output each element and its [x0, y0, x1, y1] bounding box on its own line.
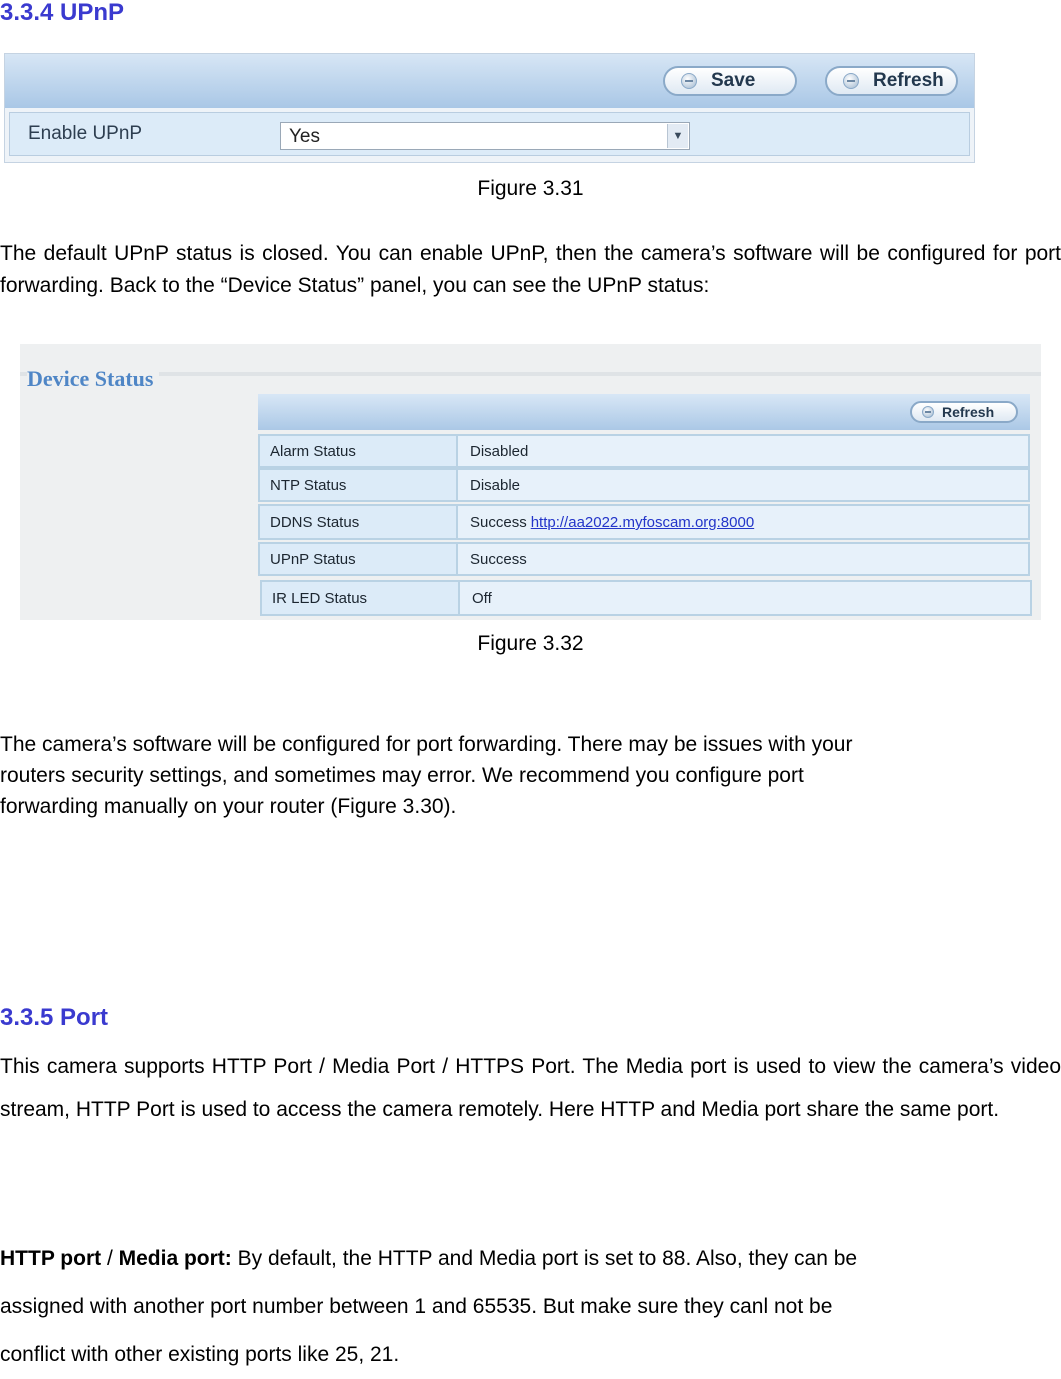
- enable-upnp-value: Yes: [289, 126, 320, 147]
- toolbar: [5, 54, 974, 108]
- figure-caption-332: Figure 3.32: [477, 632, 584, 655]
- device-status-title: Device Status: [27, 366, 159, 392]
- figure-caption-331: Figure 3.31: [477, 177, 584, 200]
- status-key: UPnP Status: [270, 551, 356, 568]
- table-row: [258, 542, 1030, 576]
- save-button[interactable]: [663, 66, 797, 96]
- status-key: NTP Status: [270, 477, 347, 494]
- device-status-toolbar: [258, 394, 1030, 430]
- paragraph-upnp-intro: The default UPnP status is closed. You can enable UPnP, then the camera’s software will be configured for port forwarding. Back to the “Device Status” panel, you can see the UPnP status:: [0, 242, 1061, 297]
- section-heading-upnp: 3.3.4 UPnP: [0, 0, 125, 26]
- figure-upnp-settings: [4, 53, 975, 163]
- table-row: [258, 468, 1030, 502]
- enable-upnp-label: Enable UPnP: [28, 123, 143, 144]
- refresh-button[interactable]: [825, 66, 958, 96]
- paragraph-port-intro: This camera supports HTTP Port / Media Port / HTTPS Port. The Media port is used to view the camera’s video stream, HTTP Port is used to access the camera remotely. Here HTTP and Media port share the same port.: [0, 1055, 1061, 1121]
- paragraph-port-forwarding-note: The camera’s software will be configured for port forwarding. There may be issues with your routers security settings, and sometimes may error. We recommend you configure port forwarding manually on your router (Figure 3.30).: [0, 733, 853, 818]
- save-button-label: Save: [711, 70, 756, 91]
- status-value: Off: [472, 590, 492, 607]
- ddns-link[interactable]: http://aa2022.myfoscam.org:8000: [530, 514, 755, 531]
- table-row: [258, 434, 1030, 468]
- status-value: Success: [470, 551, 527, 568]
- paragraph-http-media-port: HTTP port / Media port: By default, the HTTP and Media port is set to 88. Also, they can be assigned with another port number between 1 and 65535. But make sure they canl not be conflict with other existing ports like 25, 21.: [0, 1247, 858, 1366]
- status-value: Disable: [470, 477, 521, 494]
- table-row: [258, 504, 1030, 540]
- status-key: DDNS Status: [270, 514, 360, 531]
- device-refresh-label: Refresh: [942, 404, 995, 420]
- status-key: IR LED Status: [272, 590, 368, 607]
- refresh-button-label: Refresh: [873, 70, 944, 91]
- enable-upnp-select[interactable]: [280, 122, 690, 150]
- status-key: Alarm Status: [270, 443, 356, 460]
- device-refresh-button[interactable]: [910, 401, 1018, 423]
- figure-device-status: [20, 344, 1041, 620]
- status-value: Disabled: [470, 443, 529, 460]
- section-heading-port: 3.3.5 Port: [0, 1004, 109, 1031]
- chevron-down-icon[interactable]: ▼: [667, 124, 688, 148]
- minus-icon: [681, 73, 697, 89]
- status-value: Success: [470, 514, 527, 531]
- minus-icon: [843, 73, 859, 89]
- table-row: [260, 580, 1032, 616]
- minus-icon: [922, 406, 934, 418]
